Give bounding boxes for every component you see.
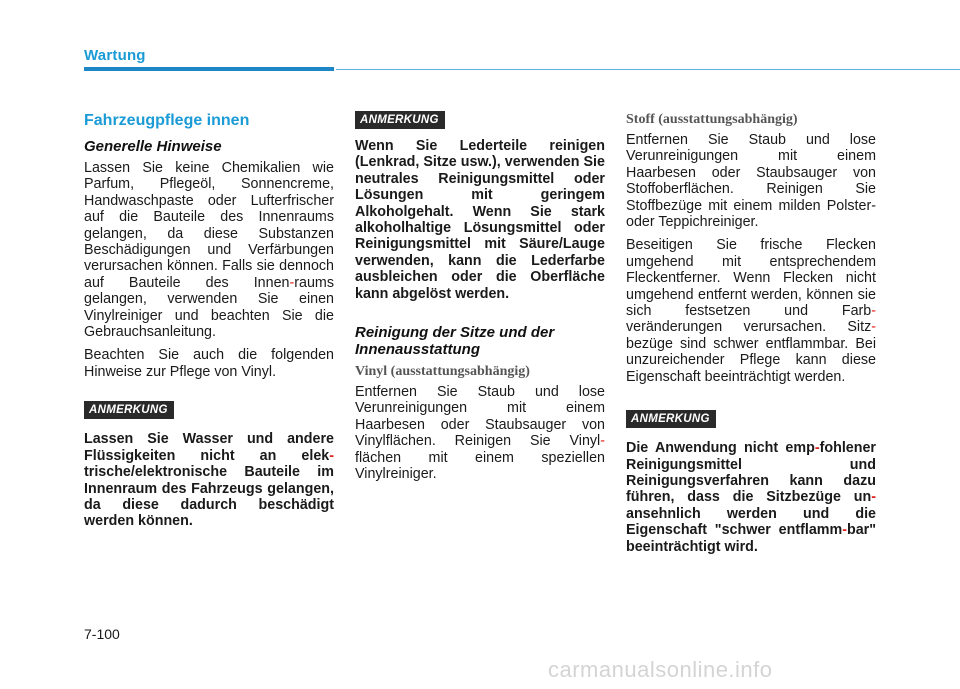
- note-text-liquids: Lassen Sie Wasser und andere Flüssigkeiten nicht an elek-trische/elektronische Bauteile im Innenraum des Fahrzeugs gelangen, da diese dadurch beschädigt werden können.: [84, 431, 334, 530]
- paragraph-chemicals: Lassen Sie keine Chemikalien wie Parfum, Pflegeöl, Sonnencreme, Handwaschpaste oder Lufterfrischer auf die Bauteile des Innenraums gelangen, da diese Substanzen Beschädigungen und Verfärbungen verursachen können. Falls sie dennoch auf Bauteile des Innen-raums gelangen, verwenden Sie einen Vinylreiniger und beachten Sie die Gebrauchsanleitung.: [84, 160, 334, 341]
- page-heading: Fahrzeugpflege innen: [84, 112, 250, 129]
- paragraph-vinyl: Entfernen Sie Staub und lose Verunreinigungen mit einem Haarbesen oder Staubsauger von Vinylflächen. Reinigen Sie Vinyl-flächen mit einem speziellen Vinylreiniger.: [355, 384, 605, 483]
- note-text-leather: Wenn Sie Lederteile reinigen (Lenkrad, Sitze usw.), verwenden Sie neutrales Reinigungsmittel oder Lösungen mit geringem Alkoholgehalt. Wenn Sie stark alkoholhaltige Lösungsmittel oder Reinigungsmittel mit Säure/Lauge verwenden, kann die Lederfarbe ausbleichen oder die Oberfläche kann abgelöst werden.: [355, 138, 605, 302]
- column-middle: [355, 110, 605, 490]
- note-badge: ANMERKUNG: [84, 401, 174, 419]
- section-title: Wartung: [84, 47, 146, 64]
- watermark: carmanualsonline.info: [548, 657, 773, 682]
- page-number: 7-100: [84, 626, 120, 642]
- note-badge: ANMERKUNG: [355, 111, 445, 129]
- column-left: [84, 110, 334, 537]
- subheading-general: Generelle Hinweise: [84, 138, 222, 155]
- header-rule-dark: [84, 67, 334, 71]
- heading-vinyl: Vinyl (ausstattungsabhängig): [355, 364, 530, 380]
- subheading-seats: Reinigung der Sitze und der Innenausstattung: [355, 324, 555, 359]
- heading-fabric: Stoff (ausstattungsabhängig): [626, 112, 798, 127]
- column-right: [626, 110, 876, 562]
- note-text-cleaners: Die Anwendung nicht emp-fohlener Reinigungsmittel und Reinigungsverfahren kann dazu führen, dass die Sitzbezüge un-ansehnlich werden und die Eigenschaft "schwer entflamm-bar" beeinträchtigt wird.: [626, 440, 876, 555]
- header-rule-light: [336, 69, 960, 70]
- paragraph-vinyl-hint: Beachten Sie auch die folgenden Hinweise zur Pflege von Vinyl.: [84, 347, 334, 380]
- note-badge: ANMERKUNG: [626, 410, 716, 428]
- paragraph-stains: Beseitigen Sie frische Flecken umgehend mit entsprechendem Fleckentferner. Wenn Flecken nicht umgehend entfernt werden, können sie sich festsetzen und Farb-veränderungen verursachen. Sitz-bezüge sind schwer entflammbar. Bei unzureichender Pflege kann diese Eigenschaft beeinträchtigt werden.: [626, 237, 876, 385]
- paragraph-fabric-dust: Entfernen Sie Staub und lose Verunreinigungen mit einem Haarbesen oder Staubsauger von Stoffoberflächen. Reinigen Sie Stoffbezüge mit einem milden Polster- oder Teppichreiniger.: [626, 132, 876, 231]
